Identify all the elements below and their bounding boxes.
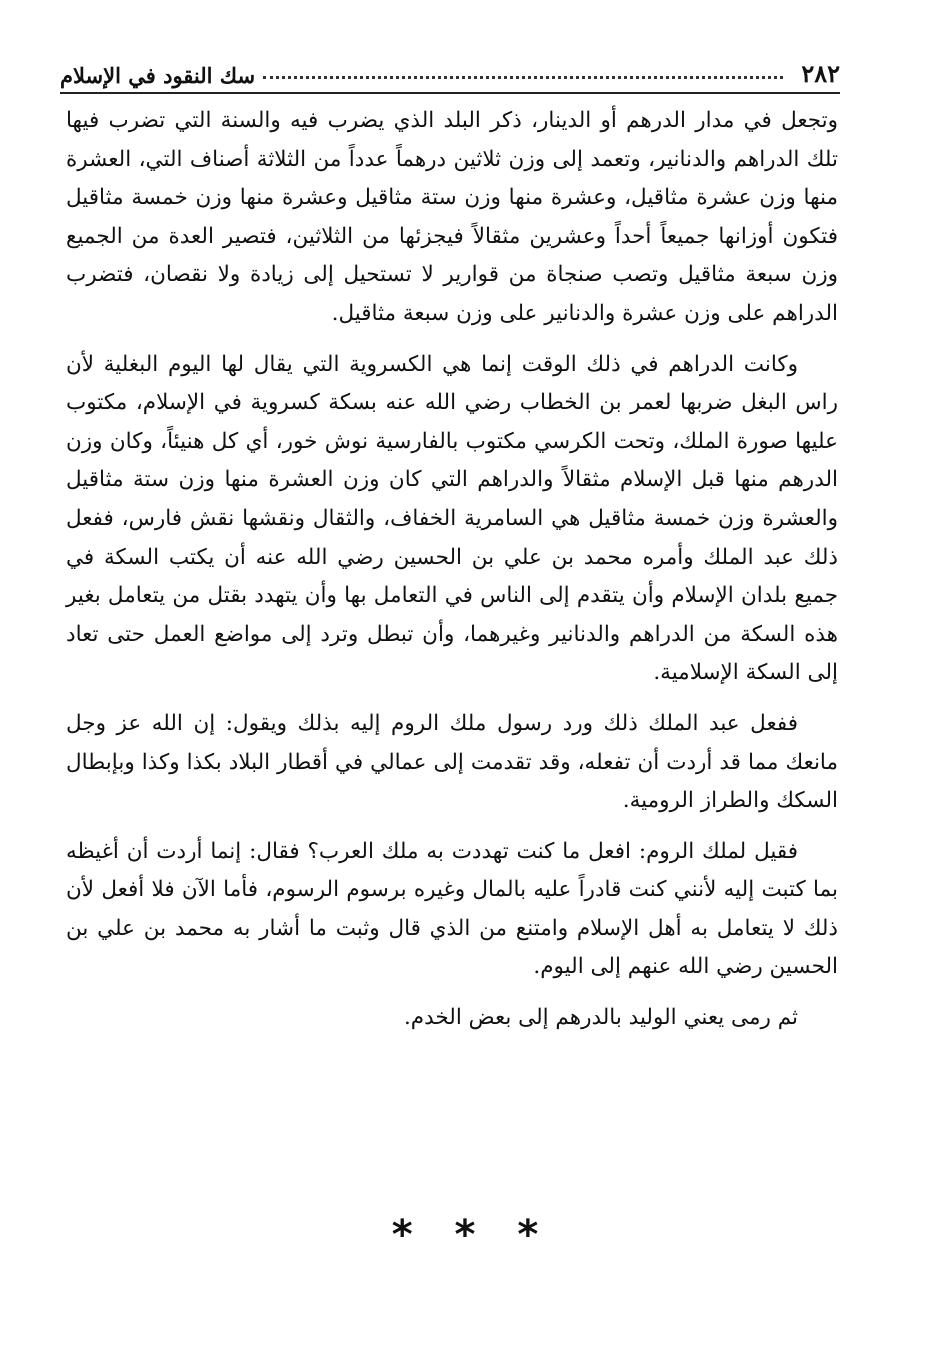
paragraph-5: ثم رمى يعني الوليد بالدرهم إلى بعض الخدم.: [403, 1005, 798, 1031]
dotted-leader: [263, 76, 783, 79]
body-text: [66, 102, 838, 1050]
paragraph-4: فقيل لملك الروم: افعل ما كنت تهددت به ملك العرب؟ فقال: إنما أردت أن أغيظه بما كتبت إليه لأنني كنت قادراً عليه بالمال وغيره برسوم الرسوم، فأما الآن فلا أفعل لأن ذلك لا يتعامل به أهل الإسلام وامتنع من الذي قال وثبت ما أشار به محمد بن علي بن الحسين رضي الله عنهم إلى اليوم.: [66, 838, 838, 980]
paragraph-3: ففعل عبد الملك ذلك ورد رسول ملك الروم إليه بذلك ويقول: إن الله عز وجل مانعك مما قد أردت أن تفعله، وقد تقدمت إلى عمالي في أقطار البلاد بكذا وكذا وبإبطال السكك والطراز الرومية.: [66, 710, 838, 814]
running-header: [60, 50, 840, 94]
page-number: ٢٨٢: [801, 59, 840, 88]
paragraph-1: وتجعل في مدار الدرهم أو الدينار، ذكر البلد الذي يضرب فيه والسنة التي تضرب فيها تلك الدراهم والدنانير، وتعمد إلى وزن ثلاثين درهماً عدداً من الثلاثة أصناف التي، العشرة منها وزن عشرة مثاقيل، وعشرة منها وزن ستة مثاقيل وعشرة منها وزن خمسة مثاقيل فتكون أوزانها جميعاً أحداً وعشرين مثقالاً فيجزئها من الثلاثين، فتصير العدة من الجميع وزن سبعة مثاقيل وتصب صنجاة من قوارير لا تستحيل إلى زيادة ولا نقصان، فتضرب الدراهم على وزن عشرة والدنانير على وزن سبعة مثاقيل.: [66, 108, 838, 326]
running-title: سك النقود في الإسلام: [60, 63, 256, 88]
section-separator: * * *: [391, 1212, 553, 1258]
paragraph-2: وكانت الدراهم في ذلك الوقت إنما هي الكسروية التي يقال لها اليوم البغلية لأن راس البغل ضربها لعمر بن الخطاب رضي الله عنه بسكة كسروية في الإسلام، مكتوب عليها صورة الملك، وتحت الكرسي مكتوب بالفارسية نوش خور، أي كل هنيئاً، وكان وزن الدرهم منها قبل الإسلام مثقالاً والدراهم التي كان وزن العشرة منها وزن ستة مثاقيل والعشرة وزن خمسة مثاقيل هي السامرية الخفاف، والثقال ونقشها نقش فارس، ففعل ذلك عبد الملك وأمره محمد بن علي بن الحسين رضي الله عنه أن يكتب السكة في جميع بلدان الإسلام وأن يتقدم إلى الناس في التعامل بها وأن يتهدد بقتل من يتعامل بغير هذه السكة من الدراهم والدنانير وغيرهما، وأن تبطل وترد إلى مواضع العمل حتى تعاد إلى السكة الإسلامية.: [66, 351, 838, 686]
